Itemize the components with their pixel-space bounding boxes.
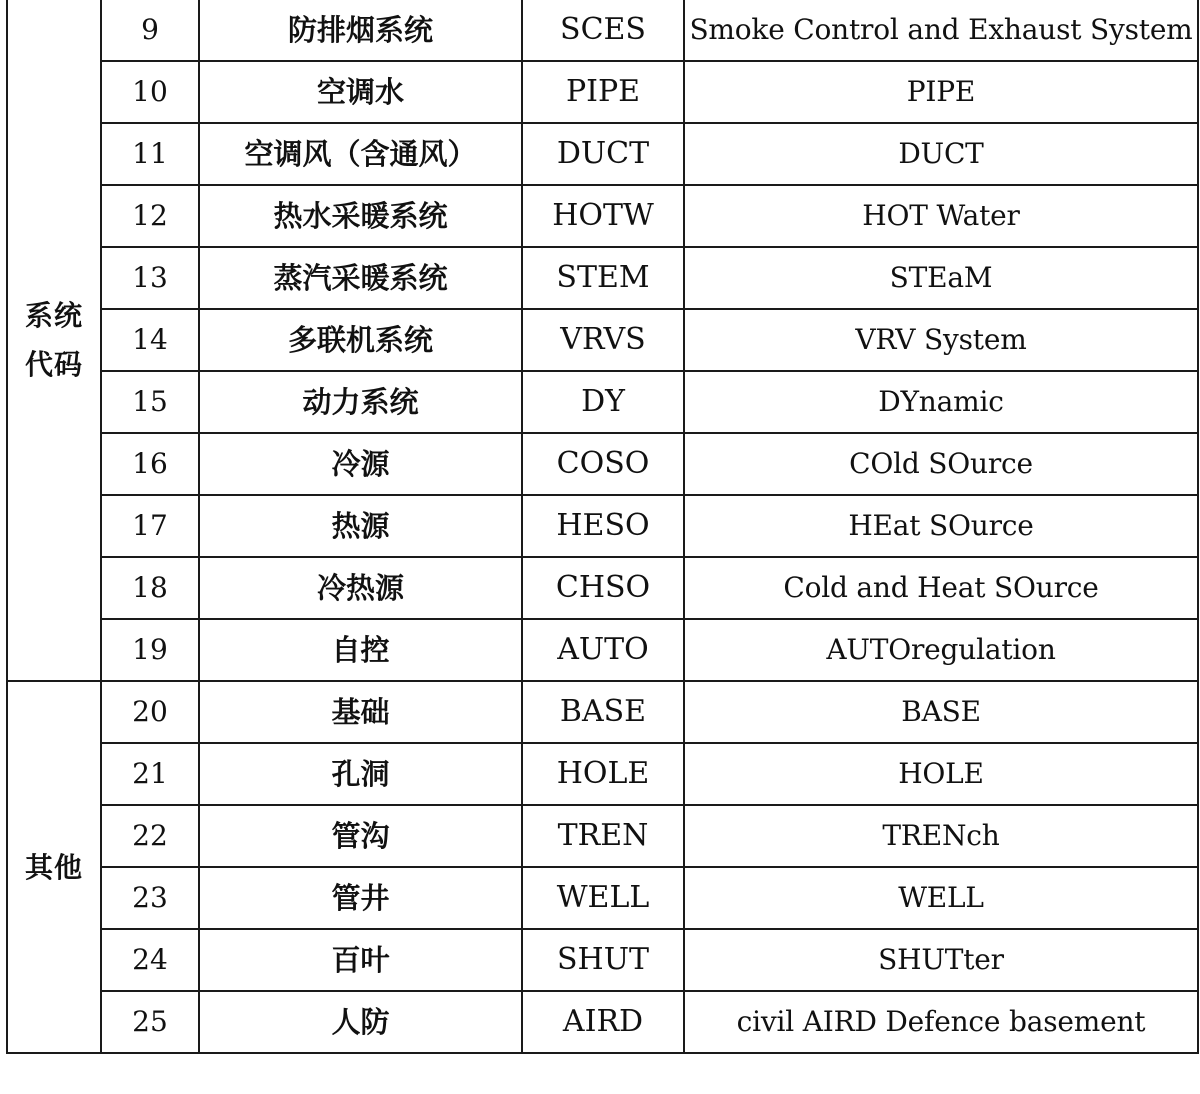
table-row	[7, 433, 1198, 495]
table-row	[7, 371, 1198, 433]
table-row	[7, 309, 1198, 371]
system-name: 防排烟系统	[199, 0, 522, 61]
table-row	[7, 805, 1198, 867]
table-row	[7, 185, 1198, 247]
table-row	[7, 557, 1198, 619]
system-name: 蒸汽采暖系统	[199, 247, 522, 309]
group-label: 系统 代码	[7, 0, 101, 681]
english-full-name: civil AIRD Defence basement	[684, 991, 1198, 1053]
row-number: 22	[101, 805, 199, 867]
row-number: 14	[101, 309, 199, 371]
row-number: 9	[101, 0, 199, 61]
english-full-name: DUCT	[684, 123, 1198, 185]
table-body	[7, 0, 1198, 1053]
system-name: 人防	[199, 991, 522, 1053]
system-code: DUCT	[522, 123, 684, 185]
english-full-name: HOLE	[684, 743, 1198, 805]
table-row	[7, 619, 1198, 681]
row-number: 13	[101, 247, 199, 309]
system-code: PIPE	[522, 61, 684, 123]
system-name: 基础	[199, 681, 522, 743]
system-name: 冷热源	[199, 557, 522, 619]
english-full-name: HEat SOurce	[684, 495, 1198, 557]
english-full-name: SHUTter	[684, 929, 1198, 991]
row-number: 19	[101, 619, 199, 681]
system-name: 多联机系统	[199, 309, 522, 371]
english-full-name: VRV System	[684, 309, 1198, 371]
system-code: CHSO	[522, 557, 684, 619]
row-number: 18	[101, 557, 199, 619]
system-code: VRVS	[522, 309, 684, 371]
english-full-name: DYnamic	[684, 371, 1198, 433]
row-number: 25	[101, 991, 199, 1053]
english-full-name: Smoke Control and Exhaust System	[684, 0, 1198, 61]
english-full-name: TRENch	[684, 805, 1198, 867]
system-code: HOLE	[522, 743, 684, 805]
system-name: 百叶	[199, 929, 522, 991]
english-full-name: BASE	[684, 681, 1198, 743]
row-number: 11	[101, 123, 199, 185]
row-number: 17	[101, 495, 199, 557]
table-row	[7, 681, 1198, 743]
system-code: DY	[522, 371, 684, 433]
english-full-name: AUTOregulation	[684, 619, 1198, 681]
system-code: HOTW	[522, 185, 684, 247]
system-name: 热源	[199, 495, 522, 557]
system-code: AIRD	[522, 991, 684, 1053]
system-code: SHUT	[522, 929, 684, 991]
english-full-name: PIPE	[684, 61, 1198, 123]
table-row	[7, 247, 1198, 309]
system-code-table	[6, 0, 1199, 1054]
english-full-name: Cold and Heat SOurce	[684, 557, 1198, 619]
system-code: HESO	[522, 495, 684, 557]
row-number: 12	[101, 185, 199, 247]
english-full-name: HOT Water	[684, 185, 1198, 247]
table-row	[7, 123, 1198, 185]
english-full-name: COld SOurce	[684, 433, 1198, 495]
system-name: 孔洞	[199, 743, 522, 805]
system-name: 冷源	[199, 433, 522, 495]
row-number: 10	[101, 61, 199, 123]
system-code: WELL	[522, 867, 684, 929]
table-row	[7, 743, 1198, 805]
table-row	[7, 495, 1198, 557]
row-number: 24	[101, 929, 199, 991]
system-code: STEM	[522, 247, 684, 309]
row-number: 20	[101, 681, 199, 743]
english-full-name: STEaM	[684, 247, 1198, 309]
row-number: 23	[101, 867, 199, 929]
system-code: COSO	[522, 433, 684, 495]
system-code: TREN	[522, 805, 684, 867]
system-name: 管沟	[199, 805, 522, 867]
table-row	[7, 991, 1198, 1053]
system-name: 热水采暖系统	[199, 185, 522, 247]
table-row	[7, 929, 1198, 991]
row-number: 15	[101, 371, 199, 433]
system-name: 自控	[199, 619, 522, 681]
table-row	[7, 867, 1198, 929]
row-number: 21	[101, 743, 199, 805]
english-full-name: WELL	[684, 867, 1198, 929]
group-label: 其他	[7, 681, 101, 1053]
row-number: 16	[101, 433, 199, 495]
table-row	[7, 61, 1198, 123]
system-name: 空调风（含通风）	[199, 123, 522, 185]
system-name: 管井	[199, 867, 522, 929]
system-name: 动力系统	[199, 371, 522, 433]
system-code: SCES	[522, 0, 684, 61]
system-name: 空调水	[199, 61, 522, 123]
system-code: BASE	[522, 681, 684, 743]
table-row	[7, 0, 1198, 61]
system-code: AUTO	[522, 619, 684, 681]
